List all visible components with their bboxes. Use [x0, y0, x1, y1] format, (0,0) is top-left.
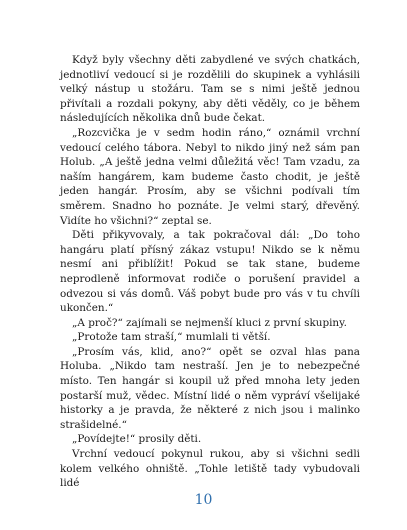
paragraph-5: „Protože tam straší,“ mumlali ti větší. [72, 331, 271, 344]
paragraph-4: „A proč?“ zajímali se nejmenší kluci z první skupiny. [72, 316, 347, 329]
paragraph-6: „Prosím vás, klid, ano?“ opět se ozval hlas pana Holuba. „Nikdo tam nestraší. Jen je to nebezpečné místo. Ten hangár si koupil už před mnoha lety jeden postarší muž, vědec. Místní lidé o něm vypráví všelijaké historky a je pravda, že některé z nich jsou i malinko strašidelné.“ [60, 345, 360, 431]
paragraph-8: Vrchní vedoucí pokynul rukou, aby si všichni sedli kolem velkého ohniště. „Tohle letiště tady vybudovali lidé [60, 448, 360, 490]
paragraph-7: „Povídejte!“ prosily děti. [72, 433, 202, 446]
paragraph-2: „Rozcvička je v sedm hodin ráno,“ oznámil vrchní vedoucí celého tábora. Nebyl to nikdo jiný než sám pan Holub. „A ještě jedna velmi důležitá věc! Tam vzadu, za naším hangárem, kam budeme často chodit, je ještě jeden hangár. Prosím, aby se všichni podívali tím směrem. Snadno ho poznáte. Je velmi starý, dřevěný. Vidíte ho všichni?“ zeptal se. [60, 126, 360, 227]
body-text [60, 53, 360, 491]
paragraph-3: Děti přikyvovaly, a tak pokračoval dál: „Do toho hangáru platí přísný zákaz vstupu! Nikdo se k němu nesmí ani přiblížit! Pokud se tak stane, budeme neprodleně informovat rodiče o porušení pravidel a odvezou si vás domů. Váš pobyt bude pro vás v tu chvíli ukončen.“ [60, 229, 360, 315]
paragraph-1: Když byly všechny děti zabydlené ve svých chatkách, jednotliví vedoucí si je rozdělili do skupinek a vyhlásili velký nástup u stožáru. Tam se s nimi ještě jednou přivítali a rozdali pokyny, aby děti věděly, co je během následujících několika dnů bude čekat. [60, 54, 360, 125]
page-number: 10 [194, 492, 213, 508]
